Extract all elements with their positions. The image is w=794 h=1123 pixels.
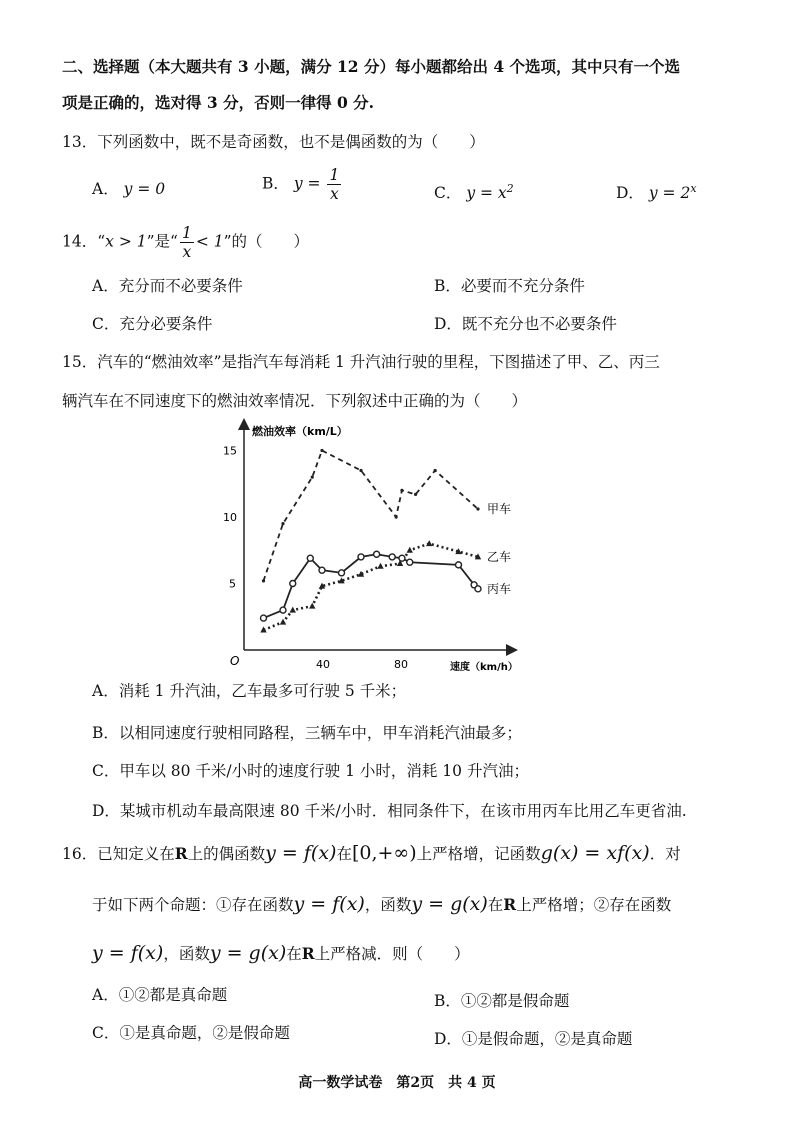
q16-stem-line-1: 16．已知定义在R上的偶函数y = f(x)在[0,+∞)上严格增，记函数g(x) = xf(x)．对 xyxy=(62,842,681,864)
q15-option-d: D．某城市机动车最高限速 80 千米/小时．相同条件下，在该市用丙车比用乙车更省油. xyxy=(92,802,687,820)
q16-stem-line-3: y = f(x)，函数y = g(x)在R上严格减．则（ ） xyxy=(92,942,470,964)
q13-option-c: C． $y = x^2$ xyxy=(434,182,514,203)
data-point xyxy=(414,493,417,496)
section-header-line-2: 项是正确的，选对得 3 分，否则一律得 0 分. xyxy=(62,93,375,112)
q15-option-a: A．消耗 1 升汽油，乙车最多可行驶 5 千米； xyxy=(92,682,407,700)
fuel-efficiency-chart xyxy=(220,418,520,683)
data-point xyxy=(389,554,395,560)
data-point xyxy=(359,469,362,472)
q14-option-a: A．充分而不必要条件 xyxy=(92,277,243,295)
data-point xyxy=(320,449,323,452)
data-point xyxy=(260,627,266,633)
q16-option-b: B．①②都是假命题 xyxy=(434,992,570,1010)
data-point xyxy=(456,562,462,568)
q16-option-a: A．①②都是真命题 xyxy=(92,986,228,1004)
series-line-2 xyxy=(264,544,479,630)
data-point xyxy=(400,489,403,492)
q16-option-c: C．①是真命题，②是假命题 xyxy=(92,1024,290,1042)
data-point xyxy=(476,507,479,510)
data-point xyxy=(290,581,296,587)
q14-option-d: D．既不充分也不必要条件 xyxy=(434,315,617,333)
data-point xyxy=(280,619,286,625)
q16-stem-line-2: 于如下两个命题：①存在函数y = f(x)，函数y = g(x)在R上严格增；②存在函数 xyxy=(92,893,672,915)
series-label: 乙车 xyxy=(487,549,512,564)
y-tick-label: 5 xyxy=(229,577,236,591)
origin-label: O xyxy=(230,654,240,668)
data-point xyxy=(399,555,405,561)
data-point xyxy=(395,515,398,518)
series-label: 甲车 xyxy=(487,502,512,517)
x-tick-label: 40 xyxy=(316,658,330,671)
q15-stem-line-1: 15．汽车的“燃油效率”是指汽车每消耗 1 升汽油行驶的里程，下图描述了甲、乙、丙三 xyxy=(62,353,660,371)
data-point xyxy=(290,607,296,613)
q13-option-d: D． $y = 2^x$ xyxy=(616,182,697,203)
data-point xyxy=(262,579,265,582)
q15-option-c: C．甲车以 80 千米/小时的速度行驶 1 小时，消耗 10 升汽油； xyxy=(92,762,529,780)
data-point xyxy=(309,603,315,609)
x-axis-label: 速度（km/h） xyxy=(450,662,518,673)
q16-option-d: D．①是假命题，②是真命题 xyxy=(434,1030,633,1048)
x-tick-label: 80 xyxy=(394,658,408,671)
series-line-3 xyxy=(264,554,479,618)
q15-option-b: B．以相同速度行驶相同路程，三辆车中，甲车消耗汽油最多； xyxy=(92,724,522,742)
data-point xyxy=(307,555,313,561)
q15-stem-line-2: 辆汽车在不同速度下的燃油效率情况．下列叙述中正确的为（ ） xyxy=(62,392,528,410)
q13-stem: 13．下列函数中，既不是奇函数，也不是偶函数的为（ ） xyxy=(62,133,485,151)
series-line-1 xyxy=(264,451,479,581)
data-point xyxy=(407,547,413,553)
data-point xyxy=(261,615,267,621)
series-label: 丙车 xyxy=(487,581,512,596)
y-axis-label: 燃油效率（km/L） xyxy=(252,425,348,438)
section-header-line-1: 二、选择题（本大题共有 3 小题，满分 12 分）每小题都给出 4 个选项，其中只有一个选 xyxy=(62,57,681,76)
data-point xyxy=(407,559,413,565)
y-tick-label: 10 xyxy=(223,511,237,524)
page-footer: 高一数学试卷 第2页 共 4 页 xyxy=(298,1075,496,1091)
data-point xyxy=(339,570,345,576)
q14-stem: 14．“x > 1”是“ $\frac{1}{x}$ < 1”的（ ） xyxy=(62,224,310,261)
q14-option-c: C．充分必要条件 xyxy=(92,315,213,333)
q13-option-b: B． y = $\frac{1}{x}$ xyxy=(262,166,340,203)
data-point xyxy=(311,476,314,479)
q14-option-b: B．必要而不充分条件 xyxy=(434,277,585,295)
data-point xyxy=(434,469,437,472)
data-point xyxy=(281,522,284,525)
data-point xyxy=(280,607,286,613)
data-point xyxy=(358,554,364,560)
q13-option-a: A． y = 0 xyxy=(92,180,166,198)
data-point xyxy=(475,586,481,592)
y-tick-label: 15 xyxy=(223,444,237,458)
data-point xyxy=(319,567,325,573)
data-point xyxy=(374,551,380,557)
data-point xyxy=(377,563,383,569)
